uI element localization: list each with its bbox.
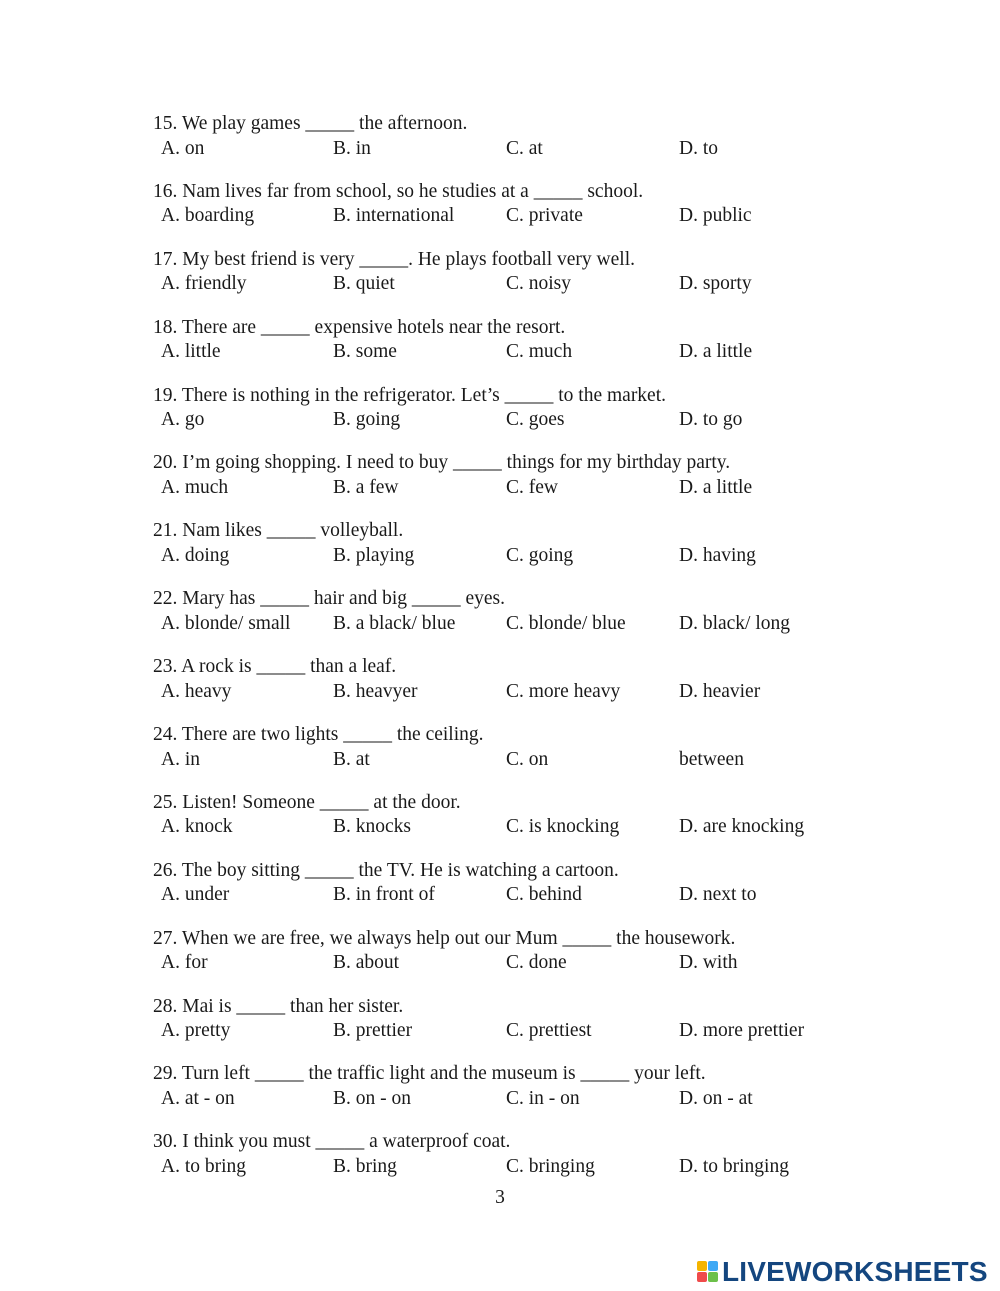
answer-option: B. some: [333, 341, 397, 363]
answer-options: [0, 272, 1000, 296]
answer-option: A. blonde/ small: [161, 612, 291, 634]
answer-option: C. much: [506, 341, 573, 363]
question-stem: 25. Listen! Someone _____ at the door.: [153, 791, 461, 813]
logo-square-2: [708, 1261, 718, 1271]
answer-option: A. to bring: [161, 1155, 247, 1177]
question-item: [0, 927, 1000, 995]
answer-option: A. knock: [161, 816, 233, 838]
answer-option: C. on: [506, 748, 549, 770]
answer-option: C. prettiest: [506, 1020, 592, 1042]
logo-square-4: [708, 1272, 718, 1282]
answer-option: A. friendly: [161, 273, 247, 295]
question-item: [0, 248, 1000, 316]
question-item: [0, 180, 1000, 248]
question-item: [0, 451, 1000, 519]
answer-option: D. with: [679, 952, 738, 974]
question-item: [0, 316, 1000, 384]
answer-option: A. on: [161, 137, 205, 159]
answer-option: B. playing: [333, 544, 415, 566]
answer-options: [0, 204, 1000, 228]
answer-option: B. quiet: [333, 273, 395, 295]
answer-option: D. on - at: [679, 1087, 753, 1109]
question-stem: 18. There are _____ expensive hotels near the resort.: [153, 316, 566, 338]
answer-option: C. noisy: [506, 273, 572, 295]
answer-options: [0, 1155, 1000, 1179]
answer-option: A. heavy: [161, 680, 232, 702]
answer-options: [0, 1087, 1000, 1111]
answer-options: [0, 137, 1000, 161]
answer-option: C. more heavy: [506, 680, 621, 702]
answer-option: B. a few: [333, 476, 399, 498]
page-number: 3: [495, 1187, 505, 1208]
answer-option: A. at - on: [161, 1087, 235, 1109]
answer-option: between: [679, 748, 744, 770]
answer-option: A. in: [161, 748, 200, 770]
answer-option: B. bring: [333, 1155, 397, 1177]
question-stem: 28. Mai is _____ than her sister.: [153, 995, 404, 1017]
answer-option: C. in - on: [506, 1087, 580, 1109]
answer-option: D. to: [679, 137, 718, 159]
question-stem: 16. Nam lives far from school, so he studies at a _____ school.: [153, 180, 644, 202]
answer-option: B. about: [333, 952, 400, 974]
question-stem: 29. Turn left _____ the traffic light and the museum is _____ your left.: [153, 1063, 706, 1085]
answer-option: A. for: [161, 952, 208, 974]
answer-options: [0, 612, 1000, 636]
answer-option: B. going: [333, 409, 401, 431]
answer-option: A. boarding: [161, 205, 255, 227]
question-item: [0, 655, 1000, 723]
question-item: [0, 112, 1000, 180]
answer-option: B. in: [333, 137, 371, 159]
answer-option: C. blonde/ blue: [506, 612, 626, 634]
answer-option: B. at: [333, 748, 370, 770]
answer-option: B. in front of: [333, 884, 435, 906]
answer-options: [0, 748, 1000, 772]
answer-option: D. a little: [679, 476, 753, 498]
answer-options: [0, 680, 1000, 704]
answer-option: C. goes: [506, 409, 565, 431]
question-item: [0, 859, 1000, 927]
brand-name: LIVEWORKSHEETS: [722, 1256, 988, 1287]
answer-option: D. black/ long: [679, 612, 791, 634]
answer-option: C. going: [506, 544, 574, 566]
answer-options: [0, 883, 1000, 907]
logo-square-3: [697, 1272, 707, 1282]
question-stem: 17. My best friend is very _____. He plays football very well.: [153, 248, 635, 270]
answer-option: A. under: [161, 884, 230, 906]
answer-option: A. go: [161, 409, 205, 431]
question-stem: 19. There is nothing in the refrigerator. Let’s _____ to the market.: [153, 384, 667, 406]
answer-options: [0, 408, 1000, 432]
question-stem: 30. I think you must _____ a waterproof coat.: [153, 1131, 511, 1153]
answer-options: [0, 544, 1000, 568]
question-stem: 15. We play games _____ the afternoon.: [153, 113, 468, 134]
answer-option: A. little: [161, 341, 221, 363]
answer-option: D. a little: [679, 341, 753, 363]
question-item: [0, 1062, 1000, 1130]
answer-option: C. done: [506, 952, 567, 974]
answer-option: B. a black/ blue: [333, 612, 456, 634]
question-item: [0, 791, 1000, 859]
answer-options: [0, 476, 1000, 500]
answer-option: C. bringing: [506, 1155, 595, 1177]
question-item: [0, 995, 1000, 1063]
answer-option: D. are knocking: [679, 816, 805, 838]
answer-option: C. private: [506, 205, 583, 227]
question-item: [0, 723, 1000, 791]
question-stem: 26. The boy sitting _____ the TV. He is watching a cartoon.: [153, 859, 619, 881]
question-stem: 20. I’m going shopping. I need to buy _____ things for my birthday party.: [153, 452, 731, 474]
answer-options: [0, 1019, 1000, 1043]
answer-option: B. knocks: [333, 816, 411, 838]
answer-option: D. sporty: [679, 273, 752, 295]
answer-option: A. doing: [161, 544, 230, 566]
answer-option: D. to bringing: [679, 1155, 789, 1177]
question-item: [0, 587, 1000, 655]
question-stem: 23. A rock is _____ than a leaf.: [153, 656, 397, 678]
answer-option: C. at: [506, 137, 543, 159]
answer-option: A. much: [161, 476, 229, 498]
answer-option: D. public: [679, 205, 752, 227]
answer-option: B. international: [333, 205, 455, 227]
question-stem: 24. There are two lights _____ the ceiling.: [153, 724, 484, 746]
answer-option: A. pretty: [161, 1020, 231, 1042]
answer-options: [0, 951, 1000, 975]
answer-option: B. heavyer: [333, 680, 418, 702]
liveworksheets-logo-icon: [697, 1261, 719, 1283]
question-item: [0, 519, 1000, 587]
answer-option: D. next to: [679, 884, 757, 906]
answer-option: D. having: [679, 544, 756, 566]
answer-option: B. on - on: [333, 1087, 411, 1109]
question-stem: 22. Mary has _____ hair and big _____ eyes.: [153, 588, 506, 610]
answer-options: [0, 340, 1000, 364]
answer-option: D. to go: [679, 409, 743, 431]
answer-option: C. behind: [506, 884, 582, 906]
answer-option: B. prettier: [333, 1020, 413, 1042]
logo-square-1: [697, 1261, 707, 1271]
answer-option: D. heavier: [679, 680, 761, 702]
liveworksheets-brand: [697, 1255, 988, 1289]
question-stem: 21. Nam likes _____ volleyball.: [153, 520, 404, 542]
question-item: [0, 384, 1000, 452]
answer-option: C. is knocking: [506, 816, 620, 838]
answer-option: D. more prettier: [679, 1020, 805, 1042]
answer-option: C. few: [506, 476, 558, 498]
answer-options: [0, 815, 1000, 839]
question-stem: 27. When we are free, we always help out our Mum _____ the housework.: [153, 927, 736, 949]
question-list: [0, 112, 1000, 1198]
